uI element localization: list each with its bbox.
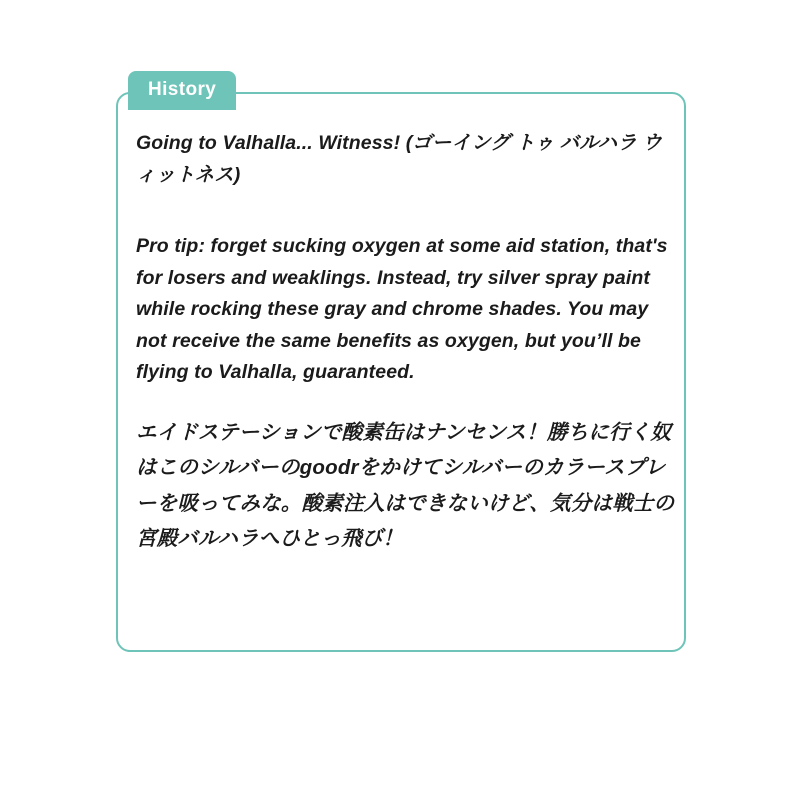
history-card-body <box>136 128 676 556</box>
history-paragraph-title: Going to Valhalla... Witness! (ゴーイング トゥ バルハラ ウィットネス) <box>136 132 662 186</box>
history-tab-label[interactable]: History <box>128 71 236 110</box>
history-paragraph-english: Pro tip: forget sucking oxygen at some aid station, that's for losers and weaklings. Instead, try silver spray paint while rocking these gray and chrome shades. You may not receive the same benefits as oxygen, but you’ll be flying to Valhalla, guaranteed. <box>136 235 668 384</box>
history-paragraph-japanese: エイドステーションで酸素缶はナンセンス！勝ちに行く奴はこのシルバーのgoodrをかけてシルバーのカラースプレーを吸ってみな。酸素注入はできないけど、気分は戦士の宮殿バルハラへひとっ飛び！ <box>136 421 675 550</box>
